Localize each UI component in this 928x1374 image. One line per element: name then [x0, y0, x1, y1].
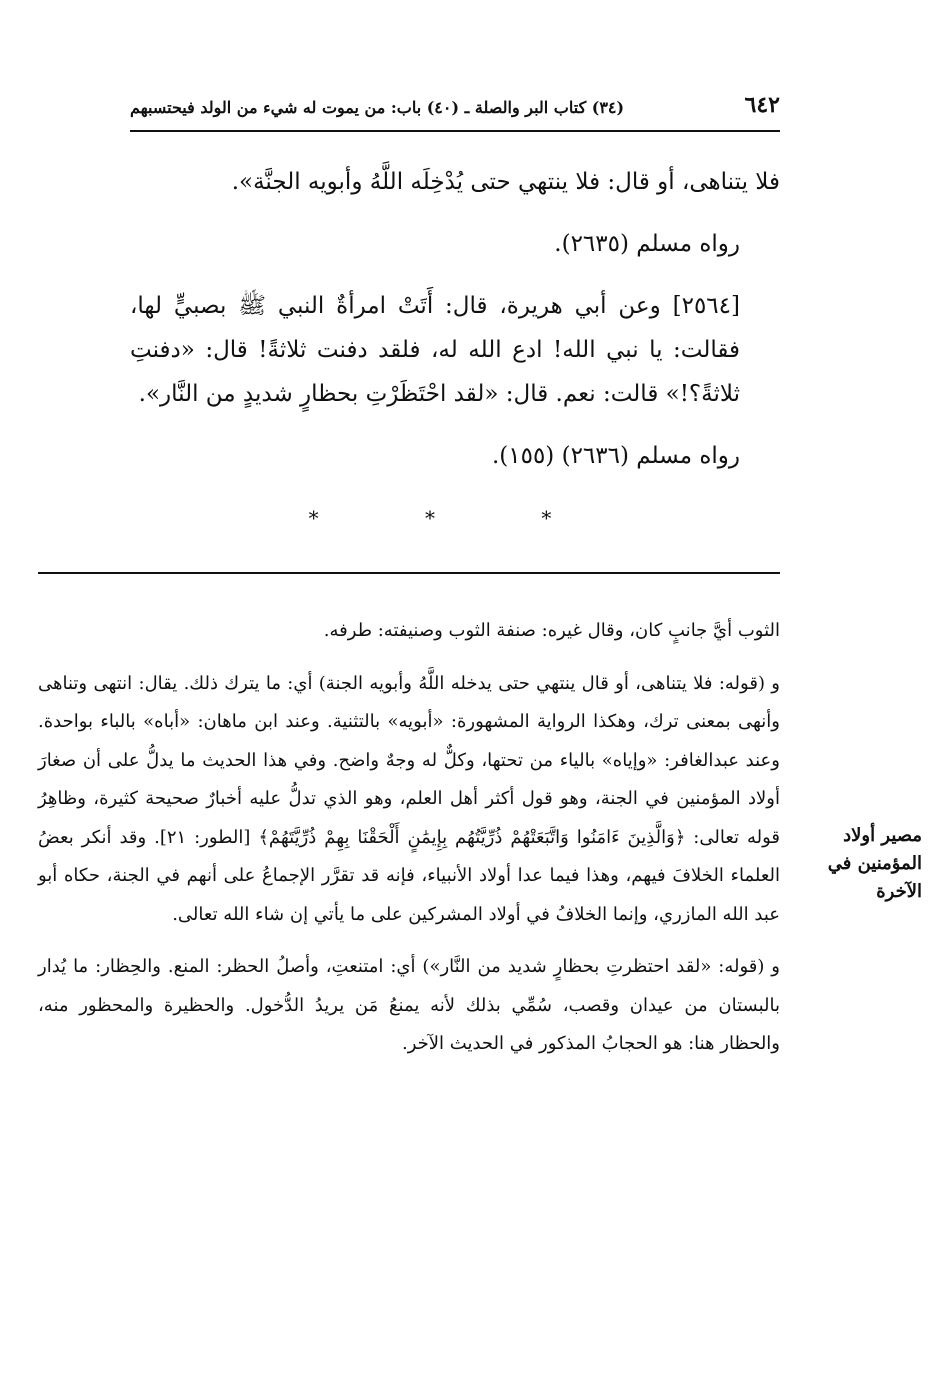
footnote-divider — [38, 572, 780, 574]
commentary-paragraph: و (قوله: «لقد احتظرتِ بحظارٍ شديد من النَّار») أي: امتنعتِ، وأصلُ الحظر: المنع. والحِظار: ما يُدار بالبستان من عيدان وقصب، سُمِّي بذلك لأنه يمنعُ مَن يريدُ الدُّخول. والحظيرة والمحظور منه، والحظار هنا: هو الحجابُ المذكور في الحديث الآخر. — [38, 956, 780, 1054]
commentary-paragraph: الثوب أيَّ جانبٍ كان، وقال غيره: صنفة الثوب وصنيفته: طرفه. — [323, 620, 780, 641]
hadith-continuation: فلا يتناهى، أو قال: فلا ينتهي حتى يُدْخِلَه اللَّهُ وأبويه الجنَّة». — [231, 169, 780, 195]
margin-heading: مصير أولاد المؤمنين في الآخرة — [827, 825, 922, 902]
hadith-2564: [٢٥٦٤] وعن أبي هريرة، قال: أَتَتْ امرأةٌ النبي ﷺ بصبيٍّ لها، فقالت: يا نبي الله! ادع الله له، فلقد دفنت ثلاثةً! قال: «دفنتِ ثلاثةً؟!» قالت: نعم. قال: «لقد احْتَظَرْتِ بحظارٍ شديدٍ من النَّار». — [130, 293, 740, 407]
hadith-source: رواه مسلم (٢٦٣٥). — [554, 231, 740, 257]
commentary-paragraph: و (قوله: فلا يتناهى، أو قال ينتهي حتى يدخله اللَّهُ وأبويه الجنة) أي: ما يترك ذلك. يقال: انتهى وتناهى وأنهى بمعنى ترك، وهكذا الرواية المشهورة: «أبويه» بالتثنية. وعند ابن ماهان: «أباه» بالباء بواحدة. وعند عبدالغافر: «وإياه» بالياء من تحتها، وكلٌّ له وجهٌ واضح. وفي هذا الحديث ما يدلُّ على أن صغارَ أولاد المؤمنين في الجنة، وهو قول أكثر أهل العلم، وهو الذي تدلُّ عليه أخبارٌ صحيحة كثيرة، وظاهِرُ قوله تعالى: ﴿وَالَّذِينَ ءَامَنُوا وَاتَّبَعَتْهُمْ ذُرِّيَّتُهُم بِإِيمَٰنٍ أَلْحَقْنَا بِهِمْ ذُرِّيَّتَهُمْ﴾ [الطور: ٢١]. وقد أنكر بعضُ العلماء الخلافَ فيهم، وهذا فيما عدا أولاد الأنبياء، فإنه قد تقرَّر الإجماعُ على أنهم في الجنة، حكاه أبو عبد الله المازري، وإنما الخلافُ في أولاد المشركين على ما يأتي إن شاء الله تعالى. — [38, 672, 780, 925]
running-title: (٣٤) كتاب البر والصلة ـ (٤٠) باب: من يموت له شيء من الولد فيحتسبهم — [130, 98, 625, 117]
commentary-text — [38, 612, 780, 1078]
hadith-source-2: رواه مسلم (٢٦٣٦) (١٥٥). — [491, 443, 740, 469]
section-separator: * * * — [308, 506, 602, 530]
page-header — [130, 90, 780, 132]
hadith-text — [130, 160, 780, 540]
page-number: ٦٤٢ — [744, 92, 780, 118]
